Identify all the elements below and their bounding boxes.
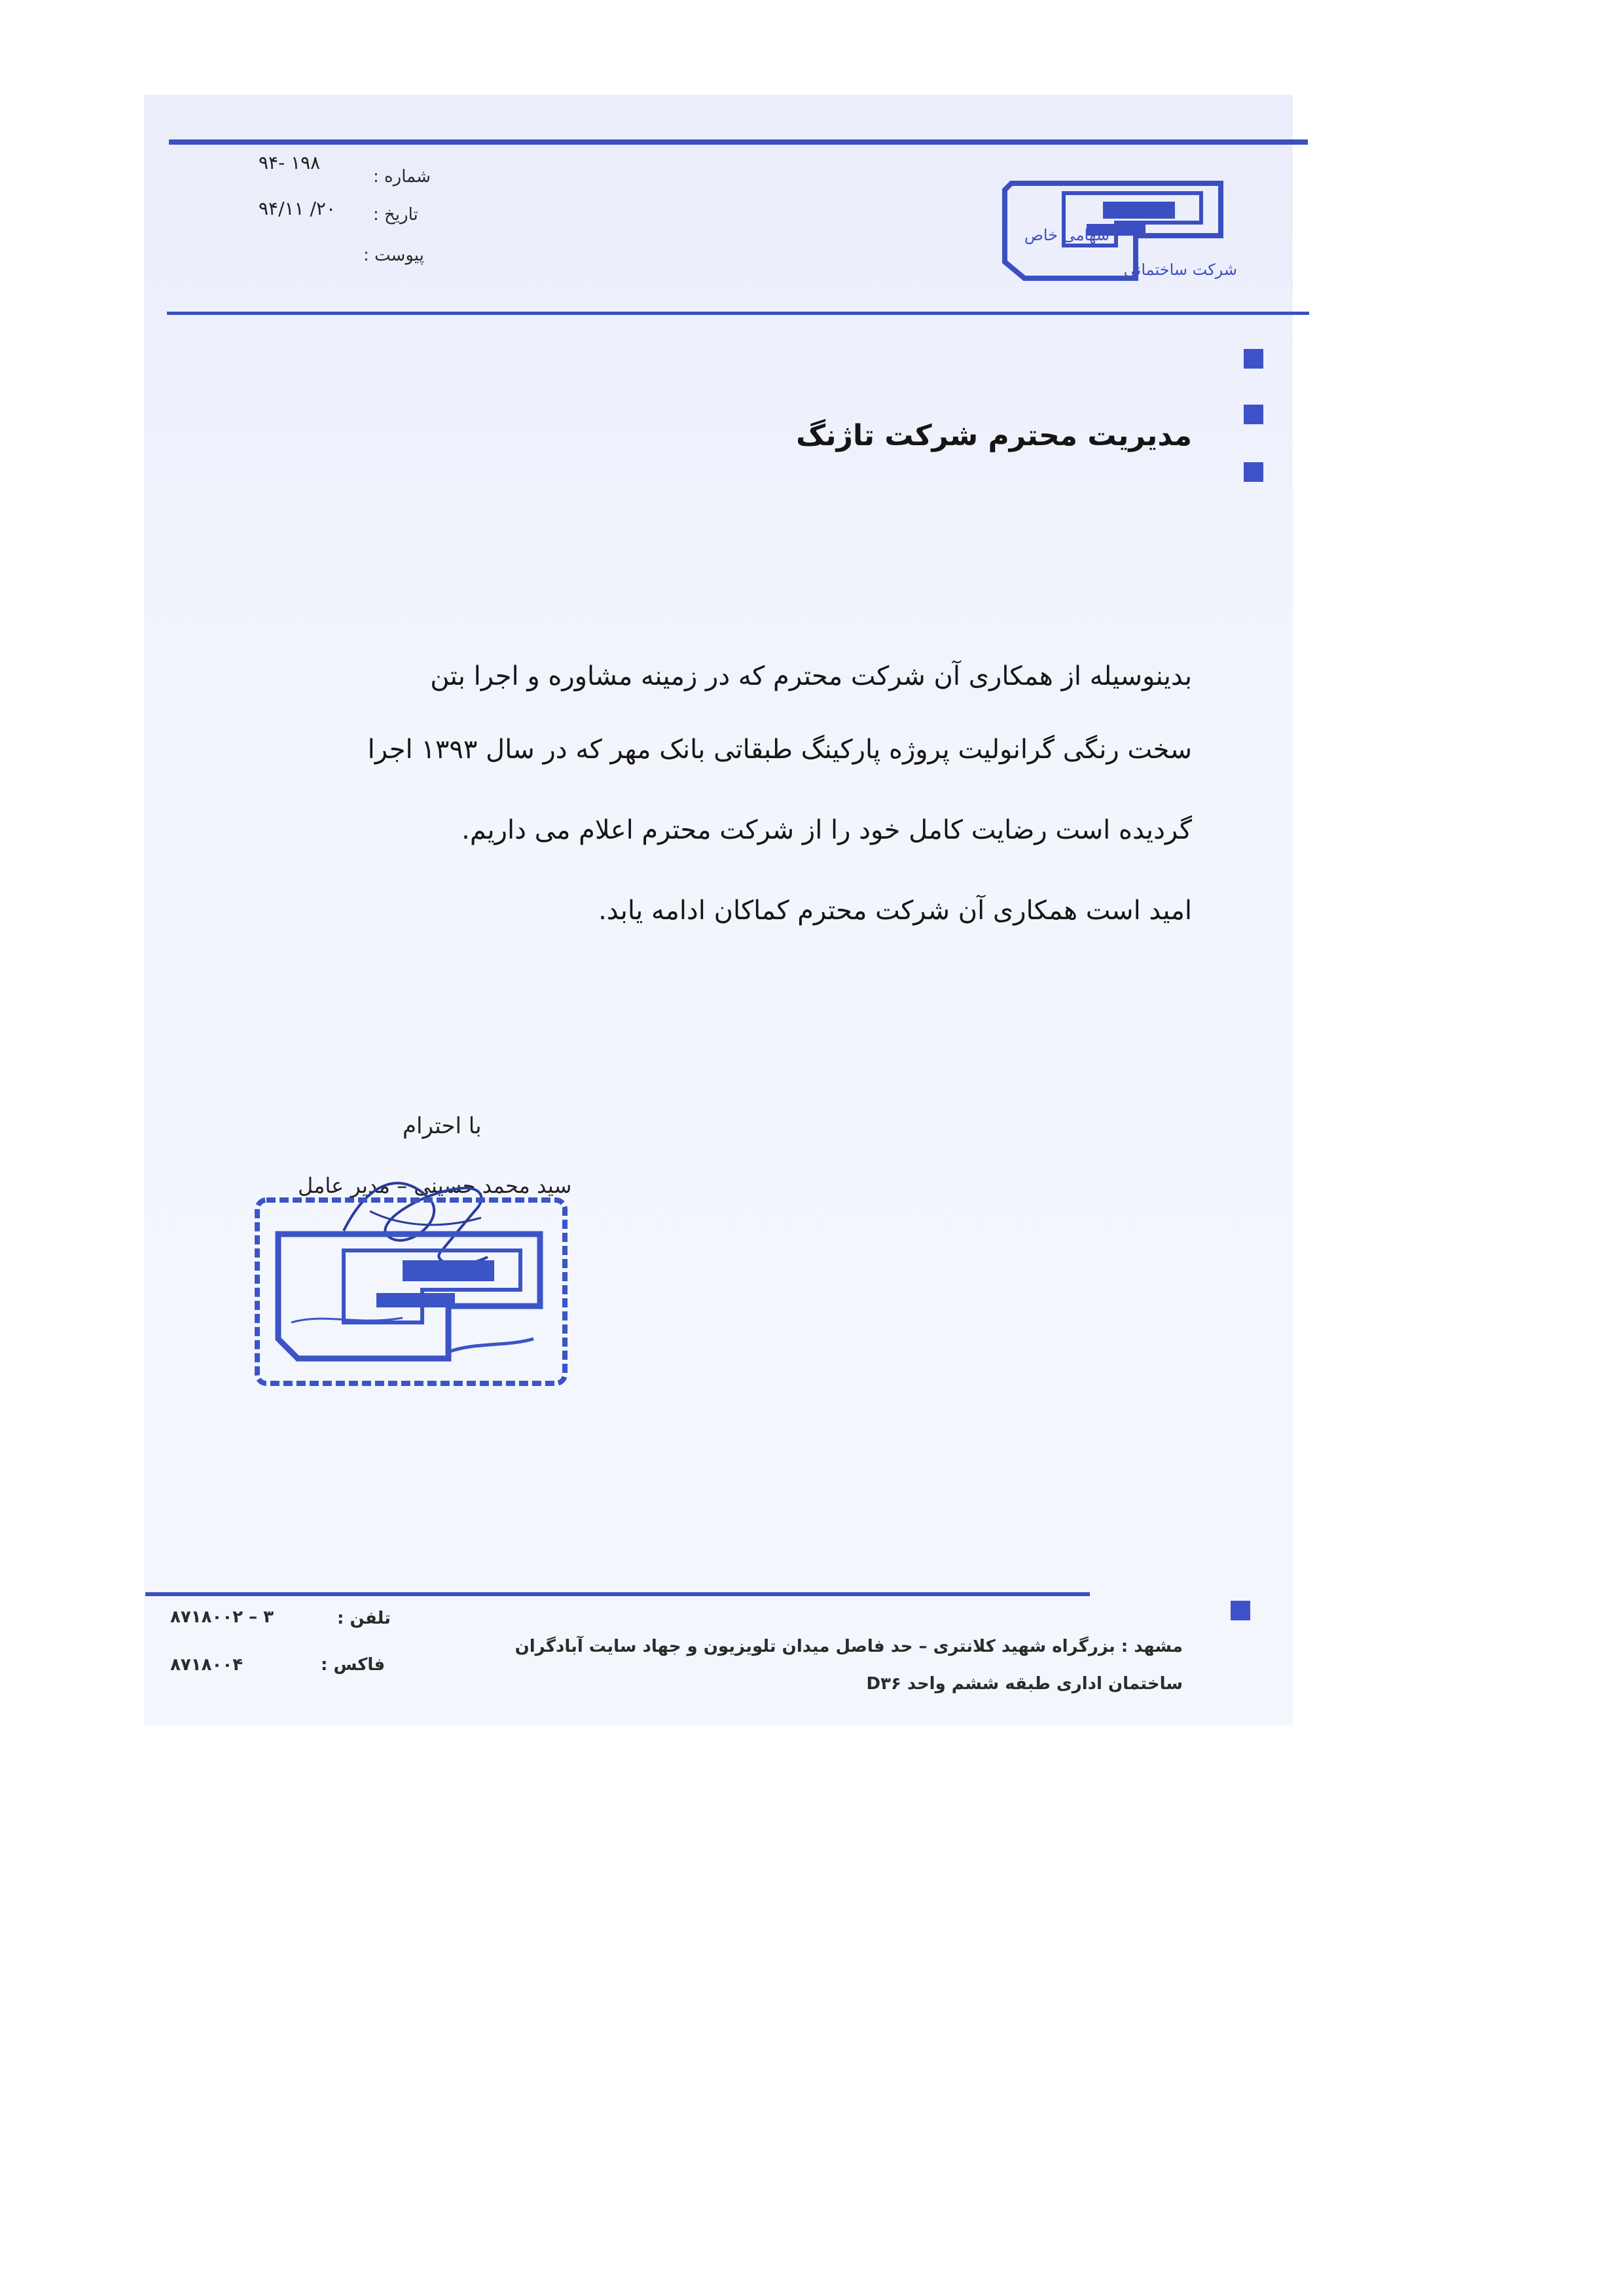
header-top-rule (169, 139, 1308, 145)
body-line-1: بدینوسیله از همکاری آن شرکت محترم که در زمینه مشاوره و اجرا بتن (430, 661, 1192, 691)
closing-text: با احترام (403, 1113, 482, 1139)
company-stamp (252, 1195, 573, 1391)
number-label: شماره : (373, 167, 431, 187)
body-line-4: امید است همکاری آن شرکت محترم کماکان ادامه یابد. (598, 896, 1192, 926)
address-line-2: ساختمان اداری طبقه ششم واحد D۳۶ (866, 1674, 1183, 1694)
side-square-1 (1244, 349, 1263, 369)
fax-value: ۸۷۱۸۰۰۴ (170, 1655, 244, 1675)
fax-label: فاکس : (321, 1655, 386, 1675)
signatory-text: سید محمد حسینی – مدیر عامل (298, 1173, 572, 1198)
logo-company-type: سهامی خاص (1024, 226, 1110, 244)
phone-value: ۸۷۱۸۰۰۲ – ۳ (170, 1607, 274, 1627)
stamp-logo-icon (252, 1195, 573, 1391)
side-square-2 (1244, 405, 1263, 424)
company-logo (985, 164, 1247, 295)
date-value: ۹۴/۱۱ /۲۰ (259, 198, 336, 219)
recipient-heading: مدیریت محترم شرکت تاژنگ (796, 419, 1192, 452)
footer-rule (145, 1592, 1090, 1596)
date-label: تاریخ : (373, 205, 418, 225)
address-line-1: مشهد : بزرگراه شهید کلانتری – حد فاصل میدان تلویزیون و جهاد سایت آبادگران (514, 1637, 1183, 1656)
phone-label: تلفن : (337, 1609, 391, 1628)
body-line-3: گردیده است رضایت کامل خود را از شرکت محترم اعلام می داریم. (461, 815, 1192, 845)
number-value: ۹۴- ۱۹۸ (259, 152, 321, 173)
attachment-label: پیوست : (363, 246, 424, 265)
body-line-2: سخت رنگی گرانولیت پروژه پارکینگ طبقاتی بانک مهر که در سال ۱۳۹۳ اجرا (367, 735, 1192, 765)
logo-company-name: شرکت ساختمانی (1123, 261, 1237, 279)
footer-square (1231, 1601, 1250, 1620)
header-bottom-rule (167, 312, 1309, 315)
side-square-3 (1244, 462, 1263, 482)
